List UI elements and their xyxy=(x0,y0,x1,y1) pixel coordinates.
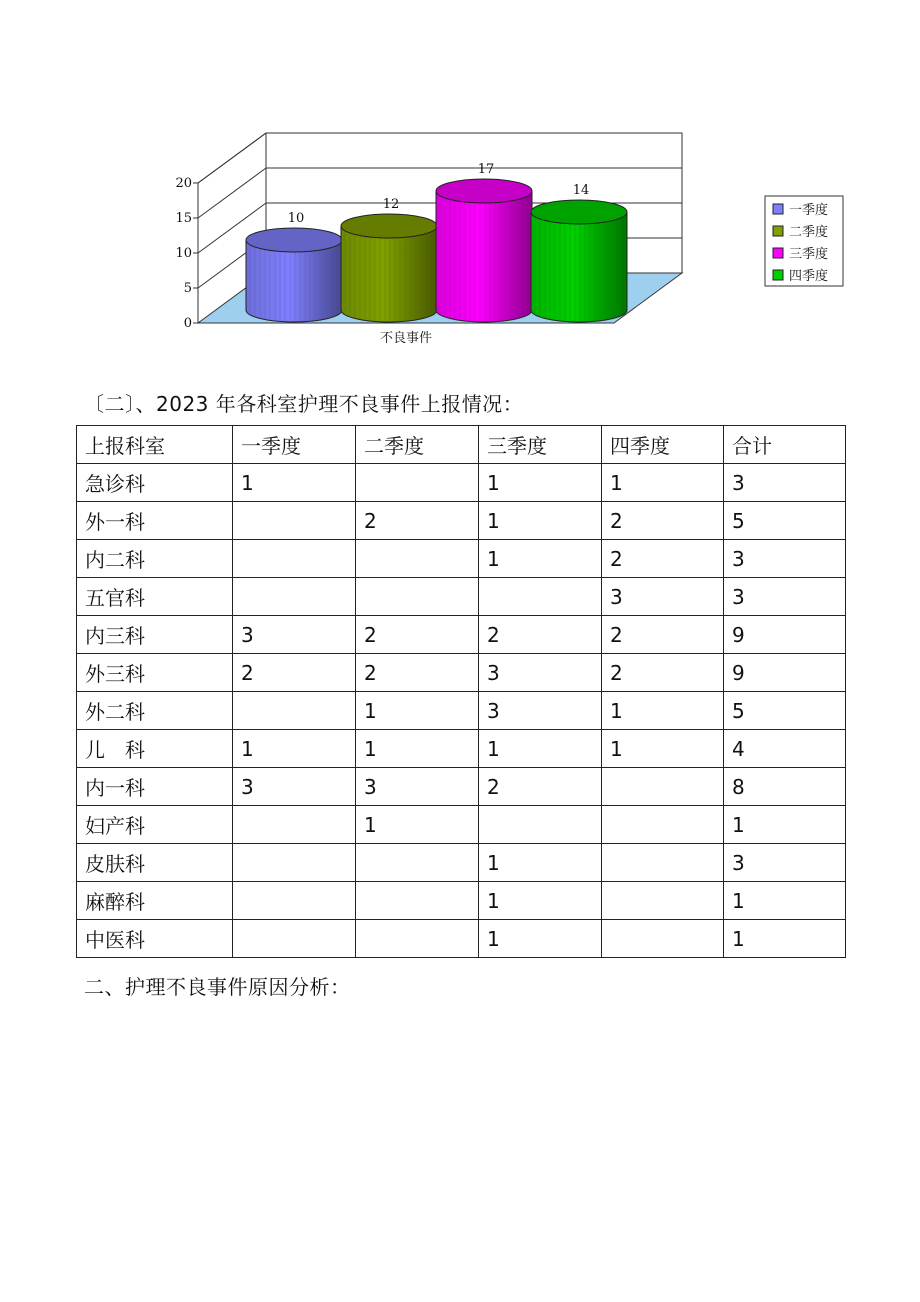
count-cell xyxy=(233,502,356,540)
column-header: 一季度 xyxy=(233,426,356,464)
count-cell: 2 xyxy=(479,768,602,806)
count-cell: 1 xyxy=(602,464,724,502)
table-row xyxy=(77,502,846,540)
y-tick-label: 10 xyxy=(175,246,192,261)
count-cell: 1 xyxy=(724,882,846,920)
count-cell xyxy=(233,806,356,844)
count-cell xyxy=(602,844,724,882)
department-cell: 内一科 xyxy=(77,768,233,806)
count-cell xyxy=(602,806,724,844)
cylinder-bar xyxy=(531,183,627,322)
department-cell: 妇产科 xyxy=(77,806,233,844)
department-cell: 五官科 xyxy=(77,578,233,616)
quarterly-events-chart xyxy=(0,0,920,370)
count-cell xyxy=(356,920,479,958)
count-cell: 1 xyxy=(479,920,602,958)
table-row xyxy=(77,578,846,616)
count-cell: 3 xyxy=(479,654,602,692)
department-cell: 内三科 xyxy=(77,616,233,654)
legend-label: 四季度 xyxy=(789,269,829,284)
count-cell xyxy=(356,882,479,920)
count-cell xyxy=(356,844,479,882)
column-header: 合计 xyxy=(724,426,846,464)
legend-swatch xyxy=(773,204,783,214)
category-labels xyxy=(380,330,432,346)
column-header: 上报科室 xyxy=(77,426,233,464)
count-cell: 5 xyxy=(724,502,846,540)
department-cell: 内二科 xyxy=(77,540,233,578)
count-cell: 1 xyxy=(479,464,602,502)
count-cell: 1 xyxy=(602,692,724,730)
table-row xyxy=(77,692,846,730)
count-cell: 5 xyxy=(724,692,846,730)
data-label: 14 xyxy=(572,183,590,198)
count-cell: 2 xyxy=(602,616,724,654)
count-cell: 9 xyxy=(724,654,846,692)
count-cell xyxy=(602,768,724,806)
cylinder-body xyxy=(341,226,437,322)
y-tick-label: 15 xyxy=(175,211,192,226)
table-body xyxy=(77,464,846,958)
count-cell: 4 xyxy=(724,730,846,768)
table-row xyxy=(77,730,846,768)
count-cell: 2 xyxy=(602,654,724,692)
legend-swatch xyxy=(773,226,783,236)
y-tick-label: 5 xyxy=(183,281,192,296)
table-row xyxy=(77,540,846,578)
category-label: 不良事件 xyxy=(379,331,433,346)
cylinder-bar xyxy=(436,162,532,322)
legend-swatch xyxy=(773,248,783,258)
legend-label: 一季度 xyxy=(789,203,829,218)
table-row xyxy=(77,464,846,502)
count-cell: 3 xyxy=(233,768,356,806)
count-cell: 2 xyxy=(602,502,724,540)
count-cell xyxy=(602,882,724,920)
count-cell: 2 xyxy=(479,616,602,654)
count-cell: 1 xyxy=(356,806,479,844)
y-axis-ticks xyxy=(175,176,198,331)
cylinder-top xyxy=(531,200,627,224)
count-cell: 9 xyxy=(724,616,846,654)
count-cell: 1 xyxy=(479,502,602,540)
section-heading-analysis: 二、护理不良事件原因分析： xyxy=(84,975,351,999)
legend-label: 三季度 xyxy=(789,247,829,262)
count-cell: 2 xyxy=(356,654,479,692)
count-cell: 3 xyxy=(724,540,846,578)
count-cell: 2 xyxy=(356,502,479,540)
department-cell: 外二科 xyxy=(77,692,233,730)
column-header: 四季度 xyxy=(602,426,724,464)
table-header-row xyxy=(77,426,846,464)
chart-legend xyxy=(765,196,843,286)
department-cell: 儿 科 xyxy=(77,730,233,768)
data-label: 12 xyxy=(382,197,400,212)
table-header xyxy=(77,426,846,464)
count-cell xyxy=(356,464,479,502)
data-label: 17 xyxy=(477,162,495,177)
count-cell: 2 xyxy=(602,540,724,578)
department-cell: 急诊科 xyxy=(77,464,233,502)
count-cell: 1 xyxy=(724,806,846,844)
count-cell: 8 xyxy=(724,768,846,806)
table-row xyxy=(77,806,846,844)
count-cell: 1 xyxy=(479,730,602,768)
cylinder-top xyxy=(341,214,437,238)
table-row xyxy=(77,920,846,958)
legend-label: 二季度 xyxy=(789,225,829,240)
count-cell: 2 xyxy=(356,616,479,654)
count-cell: 1 xyxy=(724,920,846,958)
table-row xyxy=(77,844,846,882)
count-cell: 3 xyxy=(724,464,846,502)
count-cell xyxy=(233,540,356,578)
count-cell xyxy=(602,920,724,958)
count-cell: 1 xyxy=(356,692,479,730)
table-row xyxy=(77,768,846,806)
count-cell xyxy=(233,882,356,920)
department-cell: 外一科 xyxy=(77,502,233,540)
count-cell: 1 xyxy=(233,464,356,502)
cylinder-body xyxy=(436,191,532,322)
data-label: 10 xyxy=(287,211,305,226)
count-cell: 1 xyxy=(356,730,479,768)
count-cell: 1 xyxy=(479,540,602,578)
cylinder-body xyxy=(531,212,627,322)
count-cell: 2 xyxy=(233,654,356,692)
count-cell xyxy=(356,578,479,616)
y-tick-label: 0 xyxy=(183,316,192,331)
count-cell: 3 xyxy=(602,578,724,616)
count-cell: 3 xyxy=(233,616,356,654)
department-cell: 皮肤科 xyxy=(77,844,233,882)
count-cell xyxy=(356,540,479,578)
column-header: 三季度 xyxy=(479,426,602,464)
count-cell xyxy=(233,844,356,882)
count-cell: 1 xyxy=(479,882,602,920)
count-cell xyxy=(479,578,602,616)
count-cell: 3 xyxy=(724,844,846,882)
count-cell xyxy=(233,920,356,958)
table-row xyxy=(77,654,846,692)
count-cell xyxy=(233,692,356,730)
y-tick-label: 20 xyxy=(175,176,192,191)
column-header: 二季度 xyxy=(356,426,479,464)
department-report-table xyxy=(76,425,846,958)
department-cell: 麻醉科 xyxy=(77,882,233,920)
count-cell: 3 xyxy=(479,692,602,730)
department-cell: 外三科 xyxy=(77,654,233,692)
cylinder-top xyxy=(436,179,532,203)
count-cell: 1 xyxy=(233,730,356,768)
count-cell: 1 xyxy=(479,844,602,882)
count-cell: 3 xyxy=(356,768,479,806)
department-cell: 中医科 xyxy=(77,920,233,958)
section-heading-table: 〔二〕、2023 年各科室护理不良事件上报情况： xyxy=(84,392,524,416)
count-cell: 1 xyxy=(602,730,724,768)
count-cell xyxy=(479,806,602,844)
count-cell: 3 xyxy=(724,578,846,616)
table-row xyxy=(77,616,846,654)
cylinder-top xyxy=(246,228,342,252)
table-row xyxy=(77,882,846,920)
legend-swatch xyxy=(773,270,783,280)
count-cell xyxy=(233,578,356,616)
